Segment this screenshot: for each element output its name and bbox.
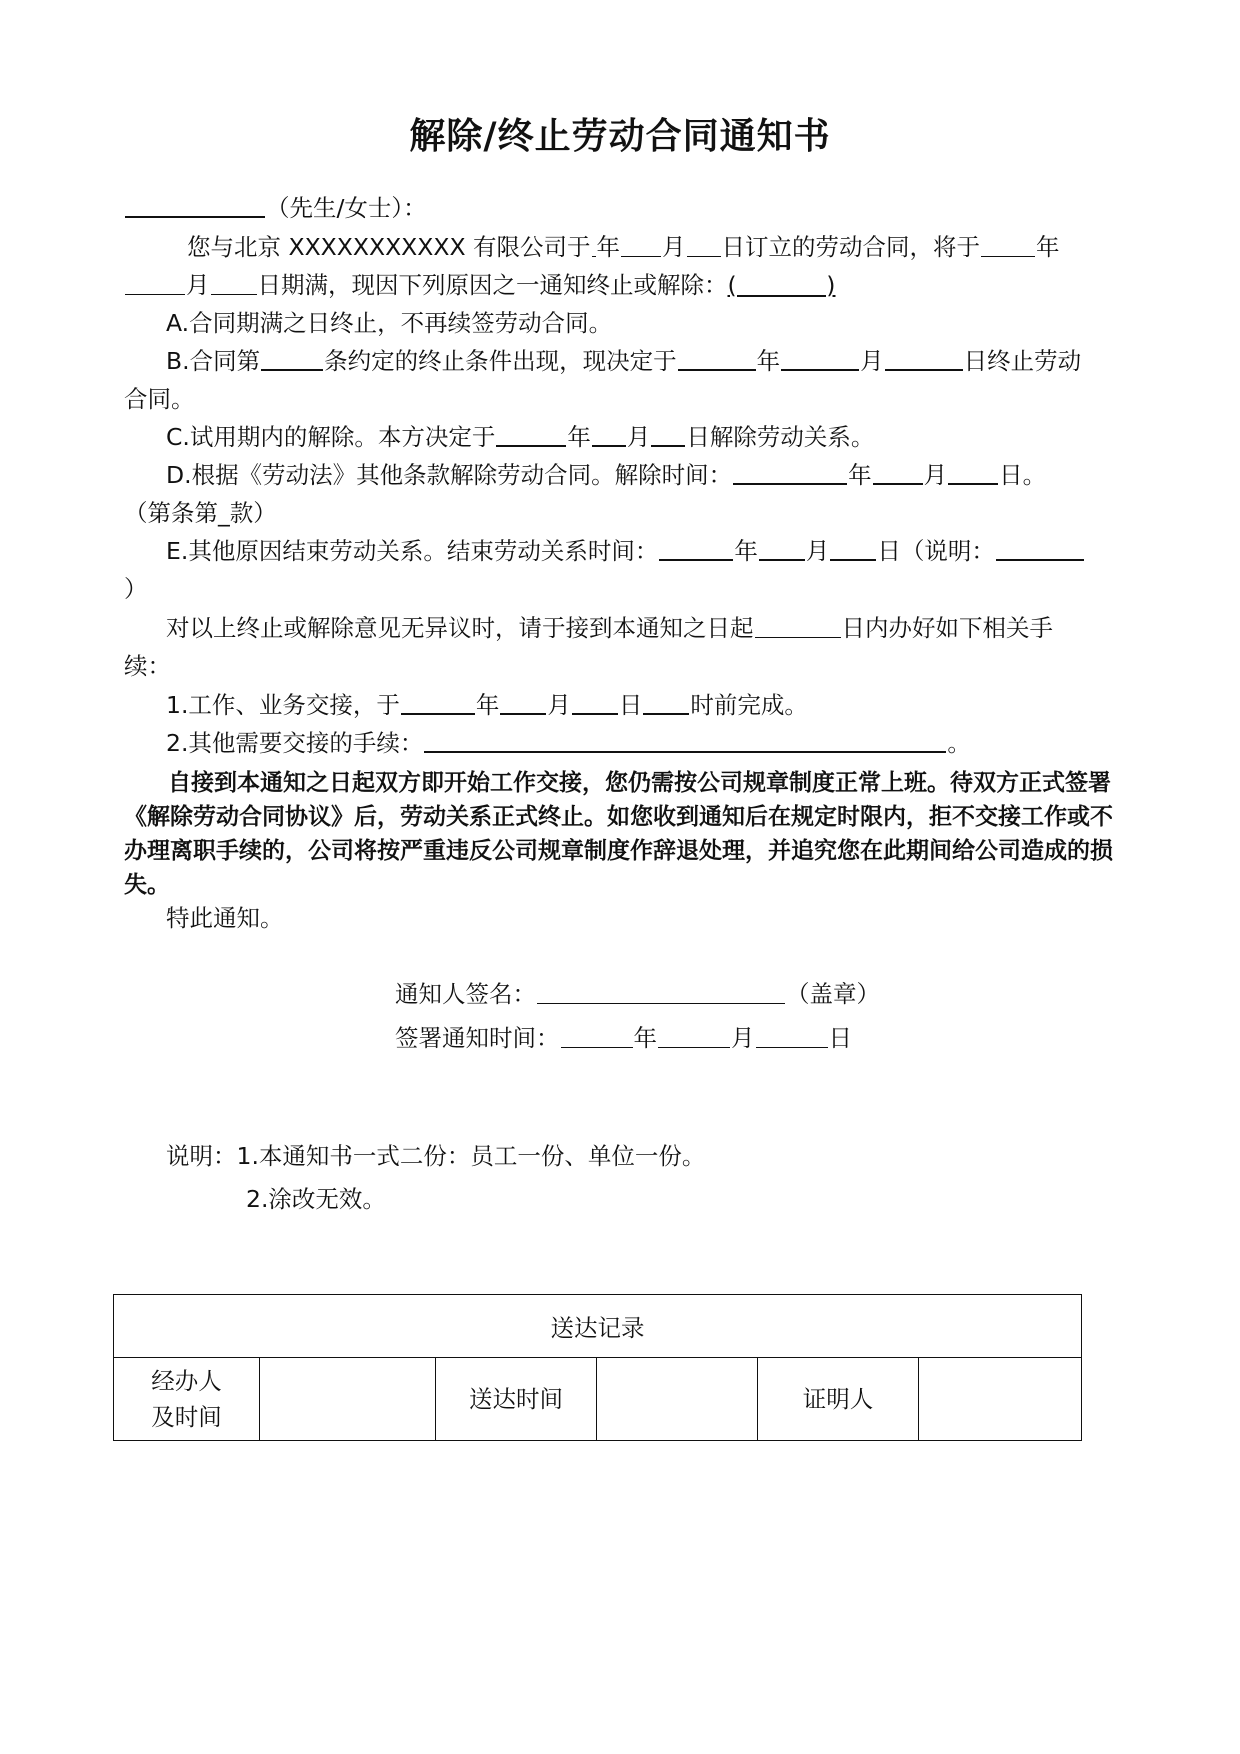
stamp-label: （盖章） <box>786 980 880 1008</box>
salutation-suffix: （先生/女士）： <box>266 194 427 222</box>
blank[interactable] <box>500 691 546 715</box>
option-d-line-1 <box>166 460 1046 490</box>
blank[interactable] <box>755 615 841 638</box>
signature-label: 通知人签名： <box>395 980 536 1008</box>
blank[interactable] <box>830 537 876 561</box>
procedure-item-2 <box>166 728 971 758</box>
delivery-record-header: 送达记录 <box>114 1295 1082 1358</box>
procedure-text: 。 <box>947 729 971 757</box>
option-b-text: B.合同第 <box>166 347 261 375</box>
month-label: 月 <box>805 537 830 565</box>
option-e-text: E.其他原因结束劳动关系。结束劳动关系时间： <box>166 537 659 565</box>
delivery-time-value-cell[interactable] <box>597 1358 758 1441</box>
handler-label-line-2: 及时间 <box>151 1403 222 1431</box>
intro-line-1 <box>187 232 1060 262</box>
year-label: 年 <box>756 347 781 375</box>
signature-blank[interactable] <box>537 981 785 1004</box>
intro-text: 日订立的劳动合同，将于 <box>721 233 981 261</box>
handler-label-line-1: 经办人 <box>151 1367 222 1395</box>
procedures-text: 日内办好如下相关手 <box>841 614 1053 642</box>
procedure-text: 2.其他需要交接的手续： <box>166 729 424 757</box>
signature-line <box>395 979 880 1009</box>
blank[interactable] <box>687 234 721 257</box>
intro-line-2 <box>124 270 835 300</box>
blank[interactable] <box>211 272 257 295</box>
delivery-time-label: 送达时间 <box>436 1358 597 1441</box>
year-label: 年 <box>734 537 758 565</box>
option-d-text: D.根据《劳动法》其他条款解除劳动合同。解除时间： <box>166 461 733 489</box>
blank[interactable] <box>981 234 1035 257</box>
month-label: 月 <box>662 233 686 261</box>
blank[interactable] <box>781 347 859 371</box>
option-a: A.合同期满之日终止，不再续签劳动合同。 <box>166 309 613 337</box>
option-e-text: 日（说明： <box>877 537 995 565</box>
blank[interactable] <box>996 537 1084 561</box>
witness-value-cell[interactable] <box>919 1358 1082 1441</box>
procedures-line-1 <box>166 613 1053 643</box>
blank[interactable] <box>659 537 733 561</box>
blank[interactable] <box>643 691 689 715</box>
blank[interactable] <box>592 423 626 447</box>
option-e-line-2: ） <box>124 575 148 603</box>
option-e-line-1 <box>166 536 1085 566</box>
procedures-text: 对以上终止或解除意见无异议时，请于接到本通知之日起 <box>166 614 754 642</box>
blank[interactable] <box>496 423 566 447</box>
year-label: 年 <box>475 691 500 719</box>
year-label: 年 <box>596 233 621 261</box>
procedure-text: 1.工作、业务交接，于 <box>166 691 400 719</box>
delivery-record-table <box>113 1294 1082 1441</box>
choice-blank[interactable]: ( ) <box>727 271 836 299</box>
option-b-line-2: 合同。 <box>124 385 195 413</box>
month-label: 月 <box>547 691 571 719</box>
month-label: 月 <box>731 1024 755 1052</box>
blank[interactable] <box>401 691 475 715</box>
month-label: 月 <box>923 461 948 489</box>
option-c <box>166 422 874 452</box>
procedure-item-1 <box>166 690 808 720</box>
blank[interactable] <box>733 461 847 485</box>
year-label: 年 <box>567 423 591 451</box>
blank[interactable] <box>621 234 661 257</box>
blank[interactable] <box>592 234 596 257</box>
blank[interactable] <box>873 461 923 485</box>
sign-date-line <box>395 1023 852 1053</box>
witness-label: 证明人 <box>758 1358 919 1441</box>
document-title: 解除/终止劳动合同通知书 <box>409 115 831 157</box>
month-label: 月 <box>626 423 651 451</box>
intro-text: 您与北京 XXXXXXXXXXX 有限公司于 <box>187 233 591 261</box>
blank[interactable] <box>658 1025 730 1048</box>
name-blank[interactable] <box>125 194 265 218</box>
option-b-text: 条约定的终止条件出现，现决定于 <box>324 347 677 375</box>
blank[interactable] <box>759 537 805 561</box>
month-label: 月 <box>860 347 884 375</box>
procedures-line-2: 续： <box>124 652 171 680</box>
year-label: 年 <box>848 461 872 489</box>
day-label: 日 <box>828 1024 852 1052</box>
year-label: 年 <box>633 1024 657 1052</box>
salutation-line <box>124 193 427 223</box>
blank[interactable] <box>261 347 323 371</box>
option-c-text: C.试用期内的解除。本方决定于 <box>166 423 496 451</box>
handler-label-cell <box>114 1358 260 1441</box>
blank[interactable] <box>948 461 998 485</box>
bold-warning-text: 自接到本通知之日起双方即开始工作交接，您仍需按公司规章制度正常上班。待双方正式签署《解除劳动合同协议》后，劳动关系正式终止。如您收到通知后在规定时限内，拒不交接工作或不办理离职手续的，公司将按严重违反公司规章制度作辞退处理，并追究您在此期间给公司造成的损失。 <box>124 769 1113 898</box>
note-2: 2.涂改无效。 <box>246 1185 386 1213</box>
procedure-text: 时前完成。 <box>690 691 808 719</box>
option-b-line-1 <box>166 346 1081 376</box>
sign-date-label: 签署通知时间： <box>395 1024 560 1052</box>
blank[interactable] <box>651 423 685 447</box>
blank[interactable] <box>125 272 185 295</box>
blank[interactable] <box>885 347 963 371</box>
day-label: 日 <box>618 691 643 719</box>
handler-value-cell[interactable] <box>260 1358 436 1441</box>
option-d-text: 日。 <box>999 461 1047 489</box>
option-b-text: 日终止劳动 <box>963 347 1082 375</box>
bold-warning-paragraph <box>124 766 1124 902</box>
blank[interactable] <box>561 1025 633 1048</box>
note-1: 说明：1.本通知书一式二份：员工一份、单位一份。 <box>166 1142 706 1170</box>
blank[interactable] <box>572 691 618 715</box>
blank[interactable] <box>678 347 756 371</box>
blank[interactable] <box>756 1025 828 1048</box>
blank[interactable] <box>424 729 946 753</box>
closing-text: 特此通知。 <box>166 904 284 932</box>
option-c-text: 日解除劳动关系。 <box>686 423 875 451</box>
intro-text: 日期满，现因下列原因之一通知终止或解除： <box>257 271 728 299</box>
month-label: 月 <box>186 271 210 299</box>
year-label: 年 <box>1036 233 1060 261</box>
option-d-line-2: （第条第_款） <box>124 499 277 527</box>
